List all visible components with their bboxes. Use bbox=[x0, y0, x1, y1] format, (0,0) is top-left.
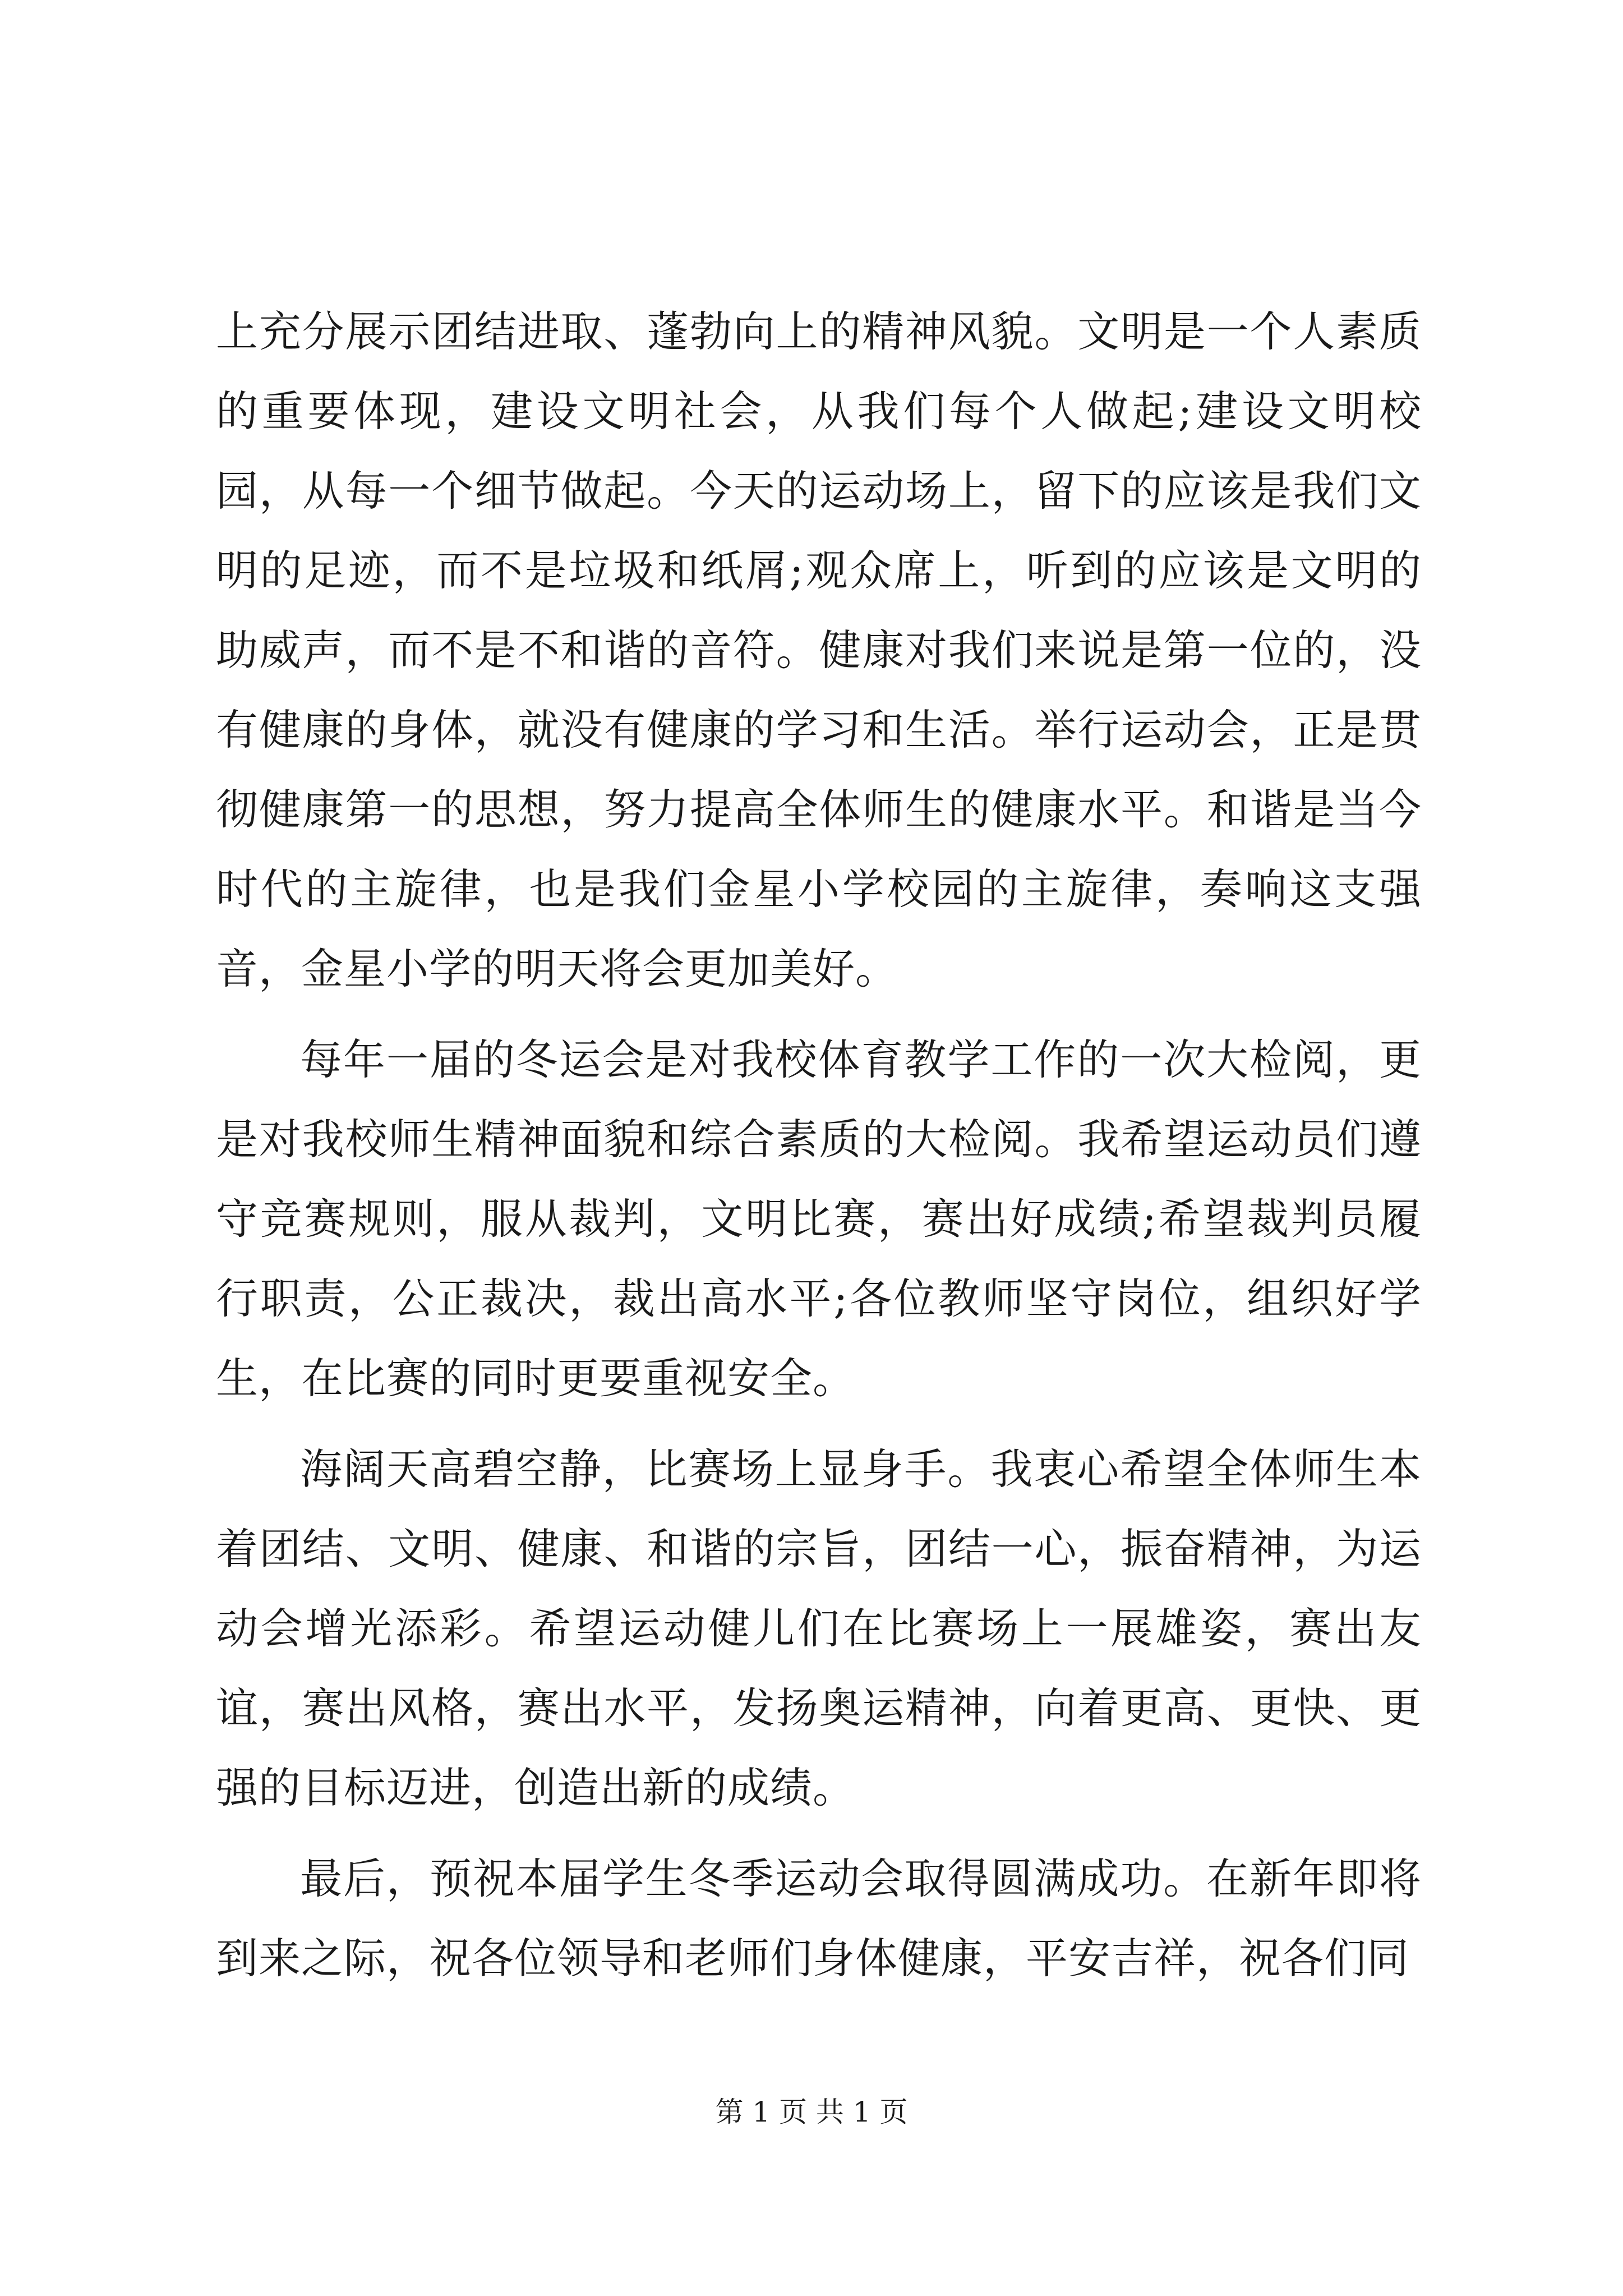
paragraph-winter-games: 每年一届的冬运会是对我校体育教学工作的一次大检阅，更是对我校师生精神面貌和综合素质的大检阅。我希望运动员们遵守竞赛规则，服从裁判，文明比赛，赛出好成绩;希望裁判员履行职责，公正裁决，裁出高水平;各位教师坚守岗位，组织好学生，在比赛的同时更要重视安全。 bbox=[216, 1035, 1422, 1403]
paragraph-hopes: 海阔天高碧空静，比赛场上显身手。我衷心希望全体师生本着团结、文明、健康、和谐的宗旨，团结一心，振奋精神，为运动会增光添彩。希望运动健儿们在比赛场上一展雄姿，赛出友谊，赛出风格，赛出水平，发扬奥运精神，向着更高、更快、更强的目标迈进，创造出新的成绩。 bbox=[216, 1444, 1422, 1812]
page-footer: 第 1 页 共 1 页 bbox=[715, 2096, 908, 2128]
paragraph-continued: 上充分展示团结进取、蓬勃向上的精神风貌。文明是一个人素质的重要体现，建设文明社会，从我们每个人做起;建设文明校园，从每一个细节做起。今天的运动场上，留下的应该是我们文明的足迹，而不是垃圾和纸屑;观众席上，听到的应该是文明的助威声，而不是不和谐的音符。健康对我们来说是第一位的，没有健康的身体，就没有健康的学习和生活。举行运动会，正是贯彻健康第一的思想，努力提高全体师生的健康水平。和谐是当今时代的主旋律，也是我们金星小学校园的主旋律，奏响这支强音，金星小学的明天将会更加美好。 bbox=[216, 307, 1422, 993]
document-body bbox=[216, 292, 1422, 1998]
paragraph-closing: 最后，预祝本届学生冬季运动会取得圆满成功。在新年即将到来之际，祝各位领导和老师们身体健康，平安吉祥，祝各们同 bbox=[216, 1854, 1422, 1983]
